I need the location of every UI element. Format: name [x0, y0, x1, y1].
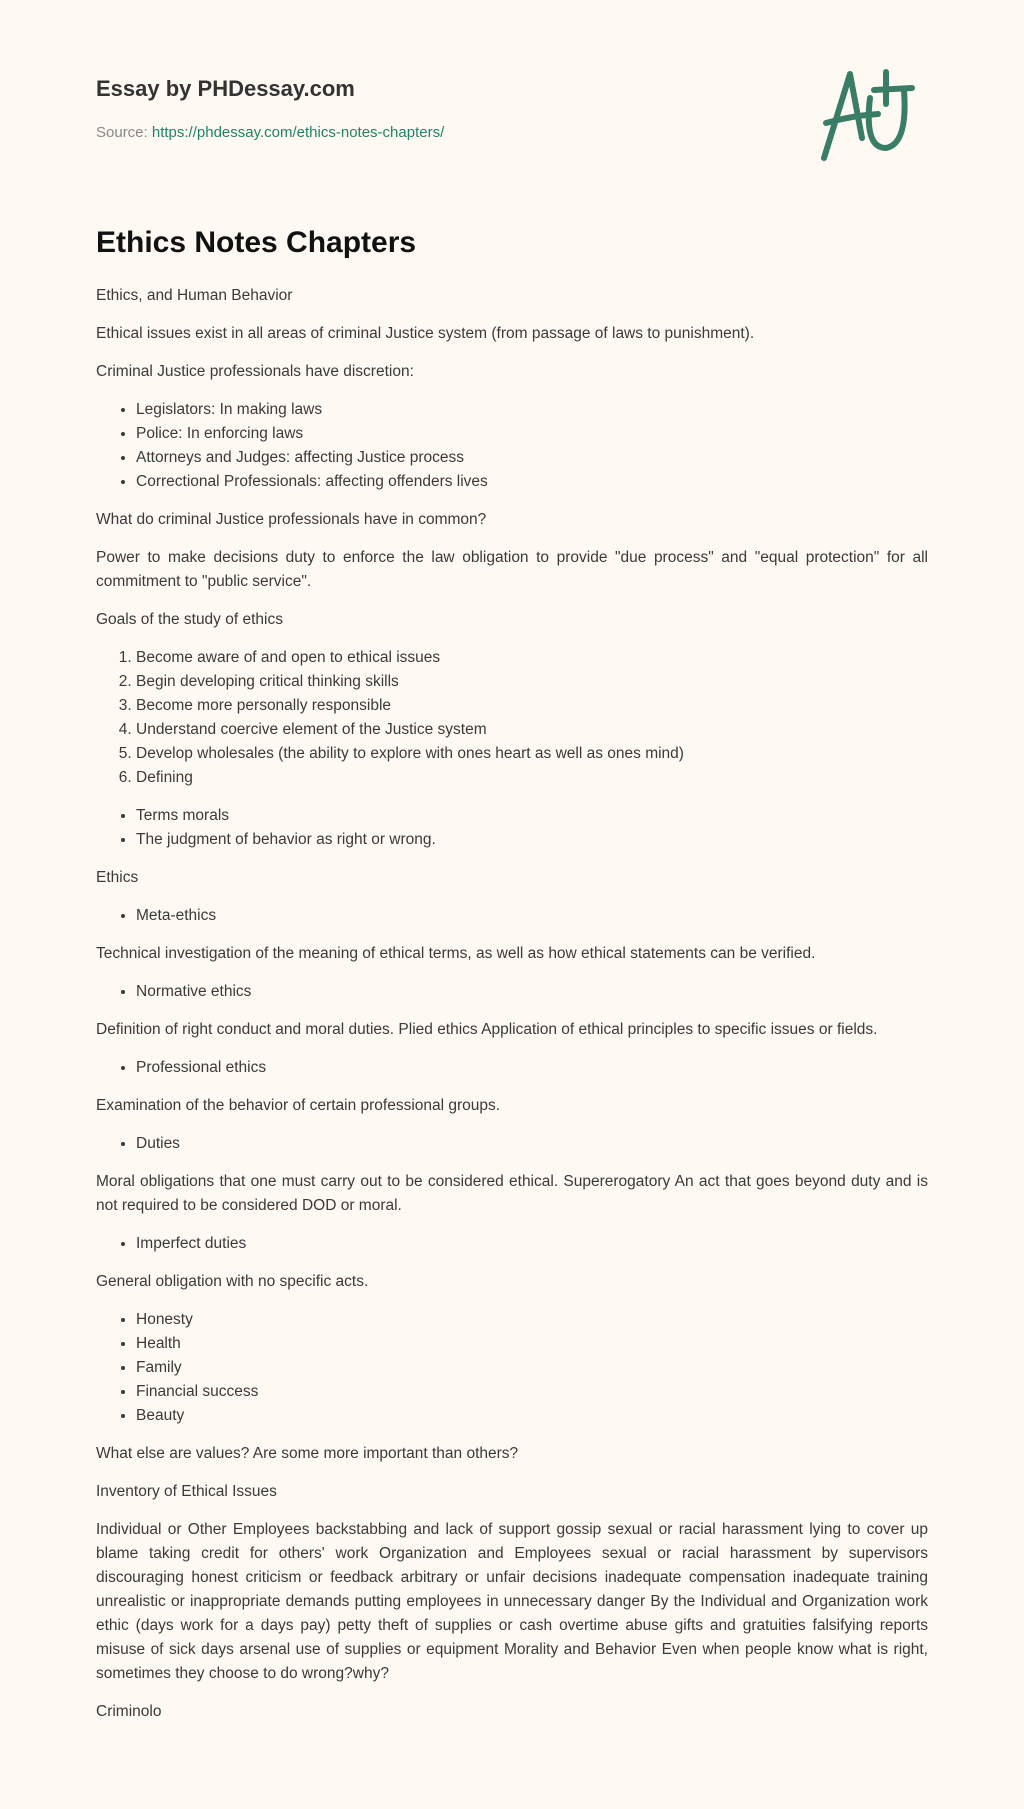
list-item: • Attorneys and Judges: affecting Justice process [136, 446, 928, 470]
list-item: 5. Develop wholesales (the ability to explore with ones heart as well as ones mind) [136, 742, 928, 766]
page-title: Ethics Notes Chapters [96, 226, 417, 259]
paragraph: Criminolo [96, 1703, 162, 1720]
list-item: • Financial success [136, 1380, 928, 1404]
list-item: • Professional ethics [136, 1056, 928, 1080]
list-item: • Terms morals [136, 804, 928, 828]
list-item: 4. Understand coercive element of the Justice system [136, 718, 928, 742]
numbered-list [96, 646, 928, 790]
bullet-list [96, 1232, 928, 1256]
list-item: • Legislators: In making laws [136, 398, 928, 422]
list-item: • Meta-ethics [136, 904, 928, 928]
paragraph: Criminal Justice professionals have discretion: [96, 363, 414, 380]
list-item: 2. Begin developing critical thinking skills [136, 670, 928, 694]
list-item: • Correctional Professionals: affecting offenders lives [136, 470, 928, 494]
list-item: 6. Defining [136, 766, 928, 790]
list-item: • Family [136, 1356, 928, 1380]
list-item: • Normative ethics [136, 980, 928, 1004]
paragraph: Goals of the study of ethics [96, 611, 283, 628]
paragraph: What else are values? Are some more important than others? [96, 1445, 519, 1462]
source-line [96, 124, 444, 141]
bullet-list [96, 398, 928, 494]
paragraph: Individual or Other Employees backstabbing and lack of support gossip sexual or racial harassment lying to cover up blame taking credit for others' work Organization and Employees sexual or racial harassment by supervisors discouraging honest criticism or feedback arbitrary or unfair decisions inadequate compensation inadequate training unrealistic or inappropriate demands putting employees in unnecessary danger By the Individual and Organization work ethic (days work for a days pay) petty theft of supplies or cash overtime abuse gifts and gratuities falsifying reports misuse of sick days arsenal use of supplies or equipment Morality and Behavior Even when people know what is right, sometimes they choose to do wrong?why? [96, 1521, 928, 1682]
list-item: • Health [136, 1332, 928, 1356]
bullet-list [96, 904, 928, 928]
paragraph: Examination of the behavior of certain professional groups. [96, 1097, 501, 1114]
list-item: • Police: In enforcing laws [136, 422, 928, 446]
source-link[interactable]: https://phdessay.com/ethics-notes-chapters/ [151, 124, 445, 141]
bullet-list [96, 1308, 928, 1428]
paragraph: Power to make decisions duty to enforce the law obligation to provide "due process" and "equal protection" for all commitment to "public service". [96, 549, 928, 590]
list-item: • Duties [136, 1132, 928, 1156]
list-item: • Imperfect duties [136, 1232, 928, 1256]
list-item: 1. Become aware of and open to ethical issues [136, 646, 928, 670]
bullet-list [96, 804, 928, 852]
bullet-list [96, 1132, 928, 1156]
paragraph: Inventory of Ethical Issues [96, 1483, 277, 1500]
paragraph: What do criminal Justice professionals have in common? [96, 511, 487, 528]
paragraph: Definition of right conduct and moral duties. Plied ethics Application of ethical principles to specific issues or fields. [96, 1021, 878, 1038]
a-plus-logo-icon [820, 68, 926, 164]
site-title: Essay by PHDessay.com [96, 76, 355, 101]
list-item: • Beauty [136, 1404, 928, 1428]
paragraph: Moral obligations that one must carry out to be considered ethical. Supererogatory An act that goes beyond duty and is not required to be considered DOD or moral. [96, 1173, 928, 1214]
bullet-list [96, 980, 928, 1004]
list-item: 3. Become more personally responsible [136, 694, 928, 718]
list-item: • The judgment of behavior as right or wrong. [136, 828, 928, 852]
paragraph: Ethics, and Human Behavior [96, 287, 293, 304]
source-label: Source: [96, 124, 148, 141]
paragraph: Ethical issues exist in all areas of criminal Justice system (from passage of laws to punishment). [96, 325, 755, 342]
essay-body [96, 284, 928, 1738]
paragraph: Ethics [96, 869, 139, 886]
list-item: • Honesty [136, 1308, 928, 1332]
paragraph: General obligation with no specific acts. [96, 1273, 369, 1290]
paragraph: Technical investigation of the meaning of ethical terms, as well as how ethical statements can be verified. [96, 945, 816, 962]
bullet-list [96, 1056, 928, 1080]
